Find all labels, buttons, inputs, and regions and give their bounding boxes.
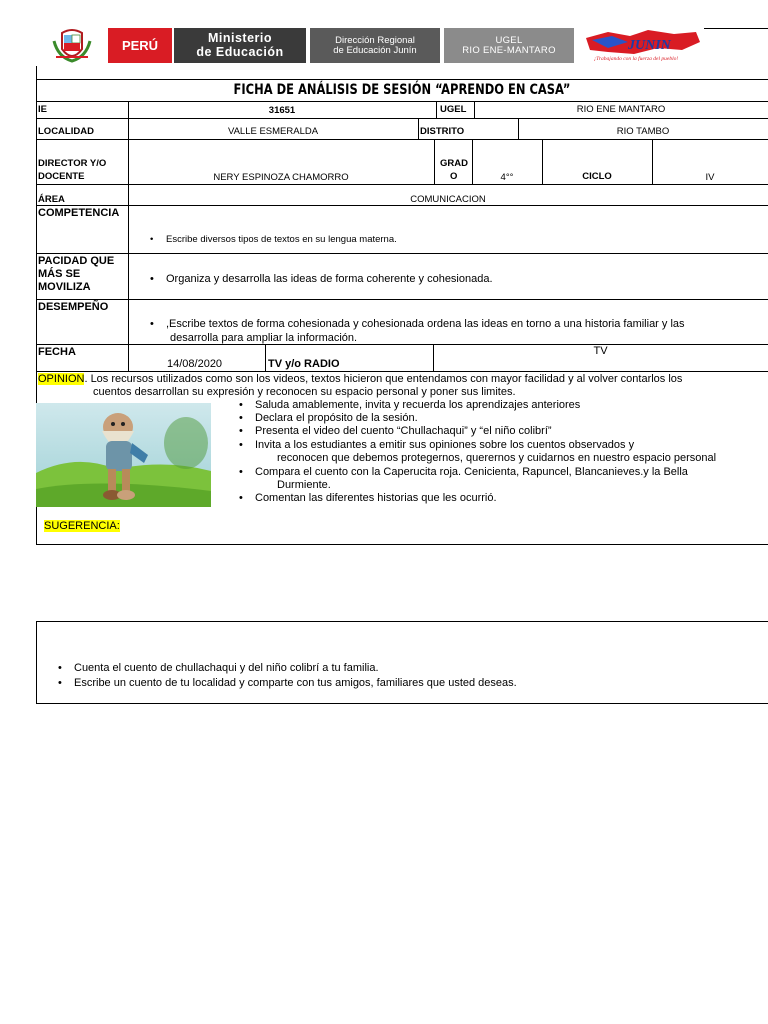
director-label-line1: DIRECTOR Y/O xyxy=(38,158,107,169)
grado-value: 4°° xyxy=(500,172,514,183)
director-label-line2: DOCENTE xyxy=(38,171,85,182)
opinion-line2: cuentos desarrollan su expresión y reconocen su espacio personal y poner sus limites. xyxy=(93,386,516,398)
opinion-bullet-4-cont: reconocen que debemos protegernos, querernos y cuidarnos en nuestro espacio personal xyxy=(277,452,717,464)
peru-logo: PERÚ xyxy=(108,28,172,63)
task-item-1: • Cuenta el cuento de chullachaqui y del niño colibrí a tu familia. xyxy=(74,662,379,674)
opinion-text: . Los recursos utilizados como son los videos, textos hicieron que entendamos con mayor facilidad y al volver contarlos los xyxy=(84,373,683,385)
distrito-value: RIO TAMBO xyxy=(616,126,670,137)
capacidad-item: • Organiza y desarrolla las ideas de forma coherente y cohesionada. xyxy=(166,273,493,285)
desempeno-line2: desarrolla para ampliar la información. xyxy=(170,332,358,344)
ie-label: IE xyxy=(38,104,47,115)
dre-junin-logo: Dirección Regional de Educación Junín xyxy=(310,28,440,63)
chullachaqui-illustration xyxy=(36,403,211,507)
grado-label-line2: O xyxy=(450,171,458,182)
ugel-value: RIO ENE MANTARO xyxy=(576,104,666,115)
capacidad-label-line3: MOVILIZA xyxy=(38,281,91,293)
ugel-label: UGEL xyxy=(440,104,467,115)
page-title: FICHA DE ANÁLISIS DE SESIÓN “APRENDO EN CASA” xyxy=(233,82,571,98)
sugerencia-label: SUGERENCIA: xyxy=(44,520,120,532)
competencia-item: • Escribe diversos tipos de textos en su lengua materna. xyxy=(166,234,397,245)
svg-text:JUNIN: JUNIN xyxy=(628,38,671,53)
area-value: COMUNICACION xyxy=(410,194,486,205)
distrito-label: DISTRITO xyxy=(420,126,465,137)
ciclo-label: CICLO xyxy=(582,171,612,182)
capacidad-label-line2: MÁS SE xyxy=(38,268,81,280)
localidad-label: LOCALIDAD xyxy=(38,126,94,137)
ministerio-logo: Ministerio de Educación xyxy=(174,28,306,63)
tv-radio-label: TV y/o RADIO xyxy=(268,358,340,370)
opinion-bullet-5: • Compara el cuento con la Caperucita roja. Cenicienta, Rapuncel, Blancanieves.y la Bella xyxy=(255,466,688,478)
opinion-bullet-6: • Comentan las diferentes historias que les ocurrió. xyxy=(255,492,497,504)
ie-value: 31651 xyxy=(268,105,296,116)
junin-map-icon xyxy=(578,28,704,63)
ugel-logo: UGEL RIO ENE-MANTARO xyxy=(444,28,574,63)
competencia-label: COMPETENCIA xyxy=(38,207,120,219)
localidad-value: VALLE ESMERALDA xyxy=(227,126,319,137)
opinion-bullet-1: • Saluda amablemente, invita y recuerda los aprendizajes anteriores xyxy=(255,399,580,411)
grado-label-line1: GRAD xyxy=(440,158,468,169)
svg-text:¡Trabajando con la fuerza del: ¡Trabajando con la fuerza del pueblo! xyxy=(594,56,679,62)
region-junin-logo xyxy=(578,28,704,63)
task-item-2: • Escribe un cuento de tu localidad y comparte con tus amigos, familiares que usted deseas. xyxy=(74,677,517,689)
fecha-label: FECHA xyxy=(38,346,76,358)
opinion-label: OPINION xyxy=(38,373,85,385)
ciclo-value: IV xyxy=(705,172,715,183)
opinion-bullet-2: • Declara el propósito de la sesión. xyxy=(255,412,418,424)
opinion-bullet-4: • Invita a los estudiantes a emitir sus opiniones sobre los cuentos observados y xyxy=(255,439,634,451)
capacidad-label-line1: PACIDAD QUE xyxy=(38,255,115,267)
header-line xyxy=(704,28,768,29)
desempeno-line1: • ,Escribe textos de forma cohesionada y cohesionada ordena las ideas en torno a una historia familiar y las xyxy=(166,318,685,330)
opinion-line1 xyxy=(38,373,682,385)
peru-coat-of-arms-icon xyxy=(48,27,96,67)
area-label: ÁREA xyxy=(38,194,65,205)
director-value: NERY ESPINOZA CHAMORRO xyxy=(213,172,349,183)
opinion-bullet-3: • Presenta el video del cuento “Chullachaqui” y “el niño colibrí” xyxy=(255,425,552,437)
tv-radio-value: TV xyxy=(593,345,608,357)
opinion-bullet-5-cont: Durmiente. xyxy=(277,479,331,491)
fecha-value: 14/08/2020 xyxy=(167,358,223,370)
desempeno-label: DESEMPEÑO xyxy=(38,301,109,313)
